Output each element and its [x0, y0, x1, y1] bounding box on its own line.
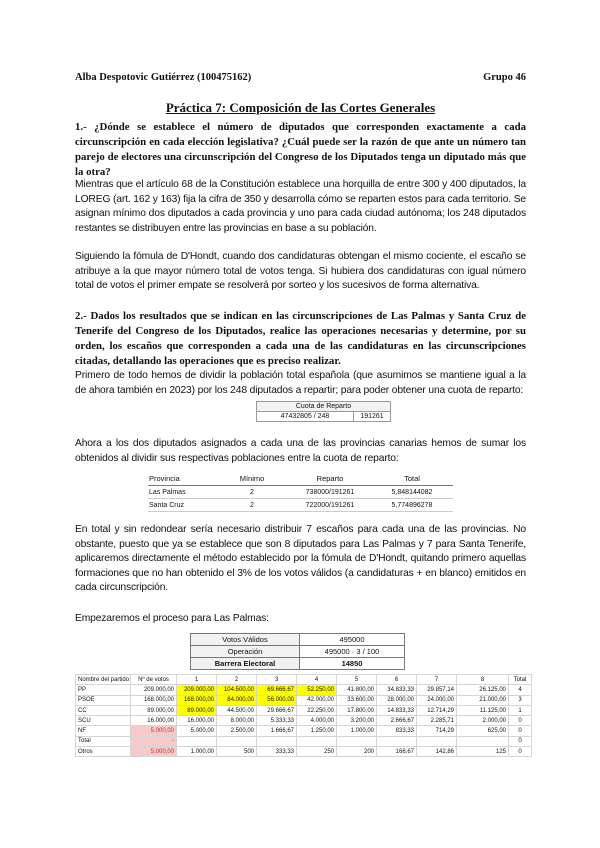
dhondt-cell: [417, 736, 457, 746]
dhondt-cell: 5.333,33: [257, 716, 297, 726]
dhondt-cell: 104.500,00: [217, 685, 257, 695]
dhondt-cell: 0: [509, 736, 532, 746]
dhondt-cell: PSOE: [76, 695, 131, 705]
dhondt-cell: 2.285,71: [417, 716, 457, 726]
dhondt-cell: 1.000,00: [337, 726, 377, 736]
province-cell: 5,774896278: [371, 499, 453, 512]
dhondt-cell: 12.714,29: [417, 705, 457, 715]
province-cell: Santa Cruz: [148, 499, 215, 512]
table-row: [148, 499, 453, 512]
dhondt-cell: 52.250,00: [297, 685, 337, 695]
dhondt-cell: 625,00: [457, 726, 509, 736]
answer-2-paragraph-3: En total y sin redondear sería necesario distribuir 7 escaños para cada una de las provincias. No obstante, puesto que ya se establece que son 8 diputados para Las Palmas y 7 para Santa Tenerife, aplicaremos directamente el método establecido por la fómula de D'Hondt, quitando primero aquellas formaciones que no han obtenido el 3% de los votos válidos (a candidaturas + en blanco) emitidos en cada circunscripción.: [75, 524, 526, 593]
dhondt-cell: -: [131, 736, 177, 746]
dhondt-cell: 8.000,00: [217, 716, 257, 726]
votos-label: Operación: [191, 646, 300, 658]
dhondt-cell: 1: [509, 705, 532, 715]
dhondt-cell: 4.000,00: [297, 716, 337, 726]
dhondt-header-row: [76, 675, 532, 685]
dhondt-cell: Total: [76, 736, 131, 746]
dhondt-header-cell: 8: [457, 675, 509, 685]
dhondt-cell: 3.200,00: [337, 716, 377, 726]
dhondt-cell: [337, 736, 377, 746]
dhondt-table: [75, 674, 532, 757]
dhondt-cell: 29.857,14: [417, 685, 457, 695]
dhondt-cell: 250: [297, 747, 337, 757]
dhondt-cell: 5.000,00: [131, 747, 177, 757]
dhondt-cell: [457, 736, 509, 746]
dhondt-header-cell: 7: [417, 675, 457, 685]
dhondt-cell: [177, 736, 217, 746]
dhondt-cell: 24.000,00: [417, 695, 457, 705]
dhondt-cell: 2.666,67: [377, 716, 417, 726]
dhondt-cell: 125: [457, 747, 509, 757]
dhondt-cell: 42.000,00: [297, 695, 337, 705]
dhondt-cell: 1.000,00: [177, 747, 217, 757]
dhondt-cell: 200: [337, 747, 377, 757]
table-row: [76, 726, 532, 736]
votos-label: Barrera Electoral: [191, 658, 300, 670]
dhondt-cell: 44.500,00: [217, 705, 257, 715]
dhondt-cell: 14.833,33: [377, 705, 417, 715]
page-title: Práctica 7: Composición de las Cortes Generales: [165, 100, 436, 115]
cuota-table: [256, 401, 391, 422]
dhondt-cell: 5.000,00: [177, 726, 217, 736]
votos-label: Votos Válidos: [191, 634, 300, 646]
dhondt-cell: 26.125,00: [457, 685, 509, 695]
group-label: Grupo 46: [483, 72, 526, 83]
province-header-name: Provincia: [148, 472, 215, 486]
table-row: [76, 705, 532, 715]
dhondt-cell: 84.000,00: [217, 695, 257, 705]
dhondt-cell: 500: [217, 747, 257, 757]
dhondt-cell: 714,29: [417, 726, 457, 736]
dhondt-cell: 4: [509, 685, 532, 695]
dhondt-cell: 2.500,00: [217, 726, 257, 736]
dhondt-header-cell: 3: [257, 675, 297, 685]
dhondt-cell: 3: [509, 695, 532, 705]
dhondt-cell: 11.125,00: [457, 705, 509, 715]
dhondt-cell: 168.000,00: [177, 695, 217, 705]
cuota-operation: 47432805 / 248: [257, 412, 354, 422]
votos-table: [190, 633, 405, 670]
province-header-min: Mínimo: [215, 472, 289, 486]
province-table: [148, 472, 453, 512]
province-cell: Las Palmas: [148, 486, 215, 499]
author-name: Alba Despotovic Gutiérrez (100475162): [75, 72, 252, 83]
dhondt-header-cell: Nº de votos: [131, 675, 177, 685]
dhondt-cell: 56.000,00: [257, 695, 297, 705]
province-header-reparto: Reparto: [289, 472, 371, 486]
question-1: 1.- ¿Dónde se establece el número de diputados que corresponden exactamente a cada circunscripción en cada elección legislativa? ¿Cuál puede ser la razón de que ante un número tan parejo de electores una circunscripción del Congreso de los Diputados tenga un diputado más que la otra?: [75, 121, 526, 178]
dhondt-header-cell: Total: [509, 675, 532, 685]
dhondt-cell: 17.800,00: [337, 705, 377, 715]
dhondt-cell: 1.666,67: [257, 726, 297, 736]
dhondt-cell: 28.000,00: [377, 695, 417, 705]
dhondt-cell: 89.000,00: [131, 705, 177, 715]
dhondt-cell: [377, 736, 417, 746]
dhondt-header-cell: 4: [297, 675, 337, 685]
dhondt-header-cell: 5: [337, 675, 377, 685]
dhondt-cell: 22.250,00: [297, 705, 337, 715]
province-cell: 5,848144082: [371, 486, 453, 499]
dhondt-cell: 166,67: [377, 747, 417, 757]
table-row: [76, 736, 532, 746]
dhondt-cell: 29.666,67: [257, 705, 297, 715]
votos-value: 495000 · 3 / 100: [300, 646, 405, 658]
dhondt-cell: 5.000,00: [131, 726, 177, 736]
cuota-header: Cuota de Reparto: [257, 402, 391, 412]
votos-value: 495000: [300, 634, 405, 646]
answer-1-paragraph-1: Mientras que el artículo 68 de la Constitución establece una horquilla de entre 300 y 400 diputados, la LOREG (art. 162 y 163) fija la cifra de 350 y desarrolla cómo se reparten estos para cada territorio. Se asignan mínimo dos diputados a cada provincia y uno para cada ciudad autónoma; los 248 diputados restantes se distribuyen entre las provincias en base a su población.: [75, 179, 526, 234]
dhondt-cell: 0: [509, 726, 532, 736]
answer-2-paragraph-1: Primero de todo hemos de dividir la población total española (que asumimos se mantiene igual a la de ahora también en 2023) por los 248 diputados a repartir; para poder obtener una cuota de reparto:: [75, 370, 526, 396]
dhondt-cell: 69.666,67: [257, 685, 297, 695]
dhondt-cell: PP: [76, 685, 131, 695]
province-cell: 2: [215, 499, 289, 512]
table-row: [76, 747, 532, 757]
dhondt-header-cell: 2: [217, 675, 257, 685]
province-cell: 2: [215, 486, 289, 499]
table-row: [148, 486, 453, 499]
dhondt-cell: 16.000,00: [131, 716, 177, 726]
province-header-total: Total: [371, 472, 453, 486]
province-cell: 738000/191261: [289, 486, 371, 499]
dhondt-cell: 142,86: [417, 747, 457, 757]
province-cell: 722000/191261: [289, 499, 371, 512]
dhondt-cell: 21.000,00: [457, 695, 509, 705]
table-row: [76, 685, 532, 695]
answer-2-paragraph-4: Empezaremos el proceso para Las Palmas:: [75, 613, 269, 624]
dhondt-cell: 209.000,00: [177, 685, 217, 695]
dhondt-cell: 89.000,00: [177, 705, 217, 715]
dhondt-cell: 0: [509, 716, 532, 726]
dhondt-cell: 2.000,00: [457, 716, 509, 726]
dhondt-header-cell: 6: [377, 675, 417, 685]
votos-value: 14850: [300, 658, 405, 670]
answer-1-paragraph-2: Siguiendo la fómula de D'Hondt, cuando dos candidaturas obtengan el mismo cociente, el escaño se atribuye a la que mayor número total de votos tenga. Si hubiera dos candidaturas con igual número total de votos el primer empate se resolverá por sorteo y los sucesivos de forma alternativa.: [75, 251, 526, 291]
question-2: 2.- Dados los resultados que se indican en las circunscripciones de Las Palmas y Santa Cruz de Tenerife del Congreso de los Diputados, realice las operaciones necesarias y determine, por su orden, los escaños que corresponden a cada una de las candidaturas en las circunscripciones citadas, detallando las operaciones que es preciso realizar.: [75, 310, 526, 367]
page-header: [75, 72, 526, 83]
dhondt-cell: [297, 736, 337, 746]
cuota-value: 191261: [354, 412, 391, 422]
dhondt-cell: 1.250,00: [297, 726, 337, 736]
dhondt-cell: 0: [509, 747, 532, 757]
dhondt-cell: [257, 736, 297, 746]
table-row: [76, 695, 532, 705]
dhondt-cell: 33.600,00: [337, 695, 377, 705]
dhondt-cell: 168.000,00: [131, 695, 177, 705]
dhondt-cell: 41.800,00: [337, 685, 377, 695]
dhondt-cell: 333,33: [257, 747, 297, 757]
dhondt-cell: CC: [76, 705, 131, 715]
dhondt-cell: 34.833,33: [377, 685, 417, 695]
dhondt-cell: SCU: [76, 716, 131, 726]
dhondt-cell: Otros: [76, 747, 131, 757]
dhondt-header-cell: Nombre del partido: [76, 675, 131, 685]
dhondt-cell: 16.000,00: [177, 716, 217, 726]
dhondt-header-cell: 1: [177, 675, 217, 685]
dhondt-cell: [217, 736, 257, 746]
table-row: [76, 716, 532, 726]
dhondt-cell: 833,33: [377, 726, 417, 736]
answer-2-paragraph-2: Ahora a los dos diputados asignados a cada una de las provincias canarias hemos de sumar los obtenidos al dividir sus respectivas poblaciones entre la cuota de reparto:: [75, 438, 526, 464]
dhondt-cell: NF: [76, 726, 131, 736]
dhondt-cell: 209.000,00: [131, 685, 177, 695]
